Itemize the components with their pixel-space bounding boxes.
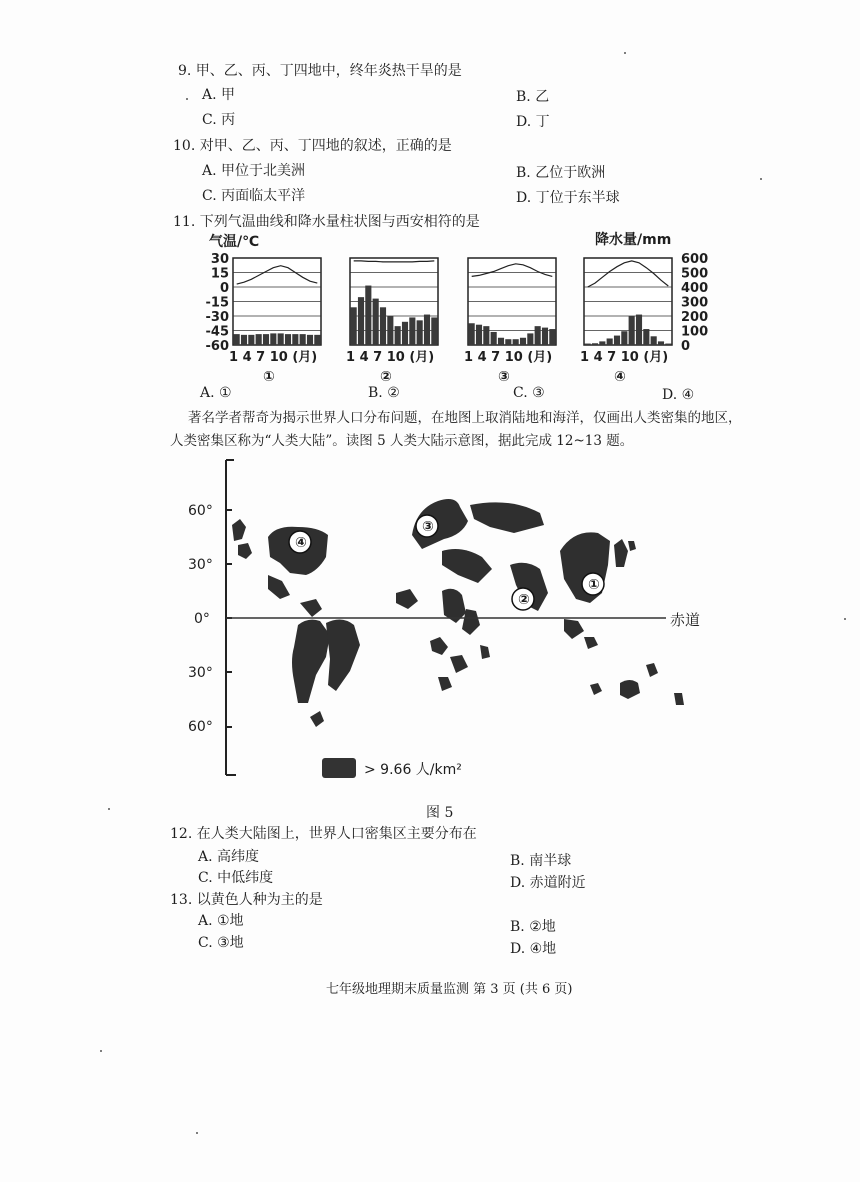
precip-bar	[469, 323, 475, 345]
q10-stem: 10. 对甲、乙、丙、丁四地的叙述，正确的是	[173, 138, 452, 154]
precip-bar	[300, 334, 306, 345]
lat-label-60s: 60°	[188, 719, 213, 735]
q10-option-b[interactable]: B. 乙位于欧洲	[516, 165, 606, 181]
q12-stem: 12. 在人类大陆图上，世界人口密集区主要分布在	[170, 826, 477, 842]
x-tick-labels: 1 4 7 10 (月)	[229, 350, 318, 365]
precip-bar	[614, 336, 620, 345]
precip-bar	[234, 334, 240, 345]
precip-bar	[431, 317, 437, 345]
climate-chart-2	[346, 258, 438, 385]
precip-bar	[621, 331, 627, 345]
page-footer: 七年级地理期末质量监测 第 3 页 (共 6 页)	[326, 982, 573, 997]
q9-stem: 9. 甲、乙、丙、丁四地中，终年炎热干旱的是	[178, 63, 462, 79]
precip-bar	[491, 332, 497, 345]
q9-option-b[interactable]: B. 乙	[516, 89, 550, 105]
temp-tick-label: -15	[205, 295, 229, 311]
precip-bar	[549, 329, 555, 345]
precip-bar	[498, 338, 504, 345]
blob-oceania-2	[620, 680, 640, 699]
q11-stem: 11. 下列气温曲线和降水量柱状图与西安相符的是	[173, 214, 480, 230]
figure-5-caption: 图 5	[426, 805, 454, 821]
blob-oceania-1	[590, 683, 602, 695]
lat-label-60n: 60°	[188, 503, 213, 519]
precip-axis-title: 降水量/mm	[595, 232, 672, 248]
temp-tick-labels	[206, 252, 230, 354]
lat-label-30s: 30°	[188, 665, 213, 681]
blob-se-asia-1	[564, 619, 584, 639]
blob-na-west-2	[238, 543, 252, 559]
q10-option-a[interactable]: A. 甲位于北美洲	[202, 163, 306, 179]
climate-chart-1	[229, 258, 321, 385]
precip-tick-label: 600	[681, 252, 709, 267]
chart-label: ④	[614, 369, 626, 385]
precip-bar	[651, 336, 657, 345]
precip-bar	[643, 329, 649, 345]
climate-chart-3	[464, 258, 556, 385]
precip-bar	[483, 326, 489, 345]
precip-bar	[256, 334, 262, 345]
legend-swatch	[322, 758, 356, 778]
q9-option-a[interactable]: A. 甲	[202, 87, 236, 103]
precip-bar	[358, 297, 364, 345]
blob-sa-west	[292, 620, 330, 703]
temp-tick-label: -60	[205, 339, 229, 354]
blob-africa-central	[430, 637, 448, 655]
precip-bar	[409, 317, 415, 345]
q9-option-d[interactable]: D. 丁	[516, 114, 550, 130]
q13-option-b[interactable]: B. ②地	[510, 919, 556, 935]
blob-japan	[614, 539, 628, 567]
q11-option-a[interactable]: A. ①	[200, 385, 232, 401]
human-continent-map	[180, 455, 740, 785]
precip-bar	[365, 286, 371, 345]
temp-tick-label: -45	[205, 324, 229, 340]
x-tick-labels: 1 4 7 10 (月)	[580, 350, 669, 365]
precip-bar	[629, 316, 635, 345]
q9-option-c[interactable]: C. 丙	[202, 112, 236, 128]
region-label-3: ③	[422, 519, 434, 535]
blob-north-japan	[628, 541, 636, 551]
precip-tick-label: 200	[681, 310, 709, 325]
precip-bar	[402, 322, 408, 345]
precip-tick-label: 100	[681, 324, 709, 340]
intro-line-2: 人类密集区称为“人类大陆”。读图 5 人类大陆示意图，据此完成 12~13 题。	[170, 433, 634, 449]
chart-label: ③	[498, 369, 510, 385]
climate-charts-figure	[195, 228, 725, 386]
q13-stem: 13. 以黄色人种为主的是	[170, 892, 323, 908]
precip-tick-label: 0	[681, 339, 691, 354]
q11-option-d[interactable]: D. ④	[662, 387, 695, 403]
precip-bar	[527, 333, 533, 345]
precip-bar	[513, 339, 519, 345]
blob-sa-east	[326, 619, 360, 691]
precip-bar	[278, 333, 284, 345]
q12-option-c[interactable]: C. 中低纬度	[198, 870, 274, 886]
q10-option-d[interactable]: D. 丁位于东半球	[516, 190, 620, 206]
precip-bar	[387, 316, 393, 345]
blob-new-zealand	[674, 693, 684, 705]
intro-line-1: 著名学者帮奇为揭示世界人口分布问题，在地图上取消陆地和海洋，仅画出人类密集的地区，	[188, 410, 742, 426]
blob-africa-south-1	[450, 655, 468, 673]
temp-tick-label: 15	[210, 266, 229, 282]
precip-bar	[307, 335, 313, 345]
q11-option-b[interactable]: B. ②	[368, 385, 400, 401]
precip-bar	[592, 343, 598, 345]
blob-se-asia-2	[584, 637, 598, 649]
temp-tick-label: 30	[210, 252, 229, 267]
precip-tick-labels	[681, 252, 708, 354]
q10-option-c[interactable]: C. 丙面临太平洋	[202, 188, 306, 204]
blob-central-america	[268, 575, 290, 599]
precip-bar	[395, 326, 401, 345]
climate-chart-4	[580, 258, 672, 385]
q13-option-a[interactable]: A. ①地	[198, 913, 244, 929]
blob-caribbean	[300, 599, 322, 617]
q11-option-c[interactable]: C. ③	[513, 385, 545, 401]
precip-bar	[373, 299, 379, 345]
blob-madagascar	[480, 645, 490, 659]
temp-tick-label: 0	[219, 281, 229, 296]
precip-bar	[417, 320, 423, 345]
q13-option-c[interactable]: C. ③地	[198, 935, 244, 951]
q12-option-a[interactable]: A. 高纬度	[198, 849, 260, 865]
precip-bar	[535, 326, 541, 345]
precip-bar	[599, 341, 605, 345]
precip-bar	[658, 341, 664, 345]
blob-oceania-3	[646, 663, 658, 677]
precip-tick-label: 400	[681, 281, 709, 296]
q13-option-d[interactable]: D. ④地	[510, 941, 557, 957]
precip-bar	[585, 344, 591, 345]
precip-bar	[424, 315, 430, 345]
lat-label-30n: 30°	[188, 557, 213, 573]
precip-bar	[505, 339, 511, 345]
precip-bar	[520, 338, 526, 345]
precip-bar	[607, 338, 613, 345]
precip-bar	[636, 315, 642, 345]
blob-africa-south-2	[438, 677, 452, 691]
blob-russia	[470, 502, 544, 533]
chart-label: ②	[380, 369, 392, 385]
temp-axis-title: 气温/℃	[209, 234, 260, 250]
region-label-4: ④	[295, 535, 307, 551]
precip-tick-label: 300	[681, 295, 709, 311]
chart-label: ①	[263, 369, 275, 385]
precip-bar	[380, 307, 386, 345]
q12-option-d[interactable]: D. 赤道附近	[510, 875, 586, 891]
blob-africa-west	[396, 589, 418, 609]
precip-bar	[270, 333, 276, 345]
blob-middle-east	[442, 549, 492, 583]
legend-text: > 9.66 人/km²	[364, 762, 462, 778]
q12-option-b[interactable]: B. 南半球	[510, 853, 572, 869]
precip-bar	[665, 344, 671, 345]
temp-tick-label: -30	[205, 310, 229, 325]
blob-na-west-1	[232, 519, 246, 541]
lat-label-0: 0°	[194, 611, 210, 627]
precip-bar	[542, 328, 548, 345]
equator-label: 赤道	[670, 611, 701, 629]
precip-bar	[314, 335, 320, 345]
precip-bar	[263, 334, 269, 345]
x-tick-labels: 1 4 7 10 (月)	[464, 350, 553, 365]
x-tick-labels: 1 4 7 10 (月)	[346, 350, 435, 365]
precip-bar	[476, 325, 482, 345]
region-label-1: ①	[588, 577, 600, 593]
blob-sa-south	[310, 711, 324, 727]
region-label-2: ②	[518, 592, 530, 608]
precip-bar	[285, 334, 291, 345]
climate-charts	[229, 258, 672, 385]
precip-bar	[241, 335, 247, 345]
precip-bar	[351, 307, 357, 345]
precip-tick-label: 500	[681, 266, 709, 282]
precip-bar	[292, 334, 298, 345]
precip-bar	[248, 335, 254, 345]
